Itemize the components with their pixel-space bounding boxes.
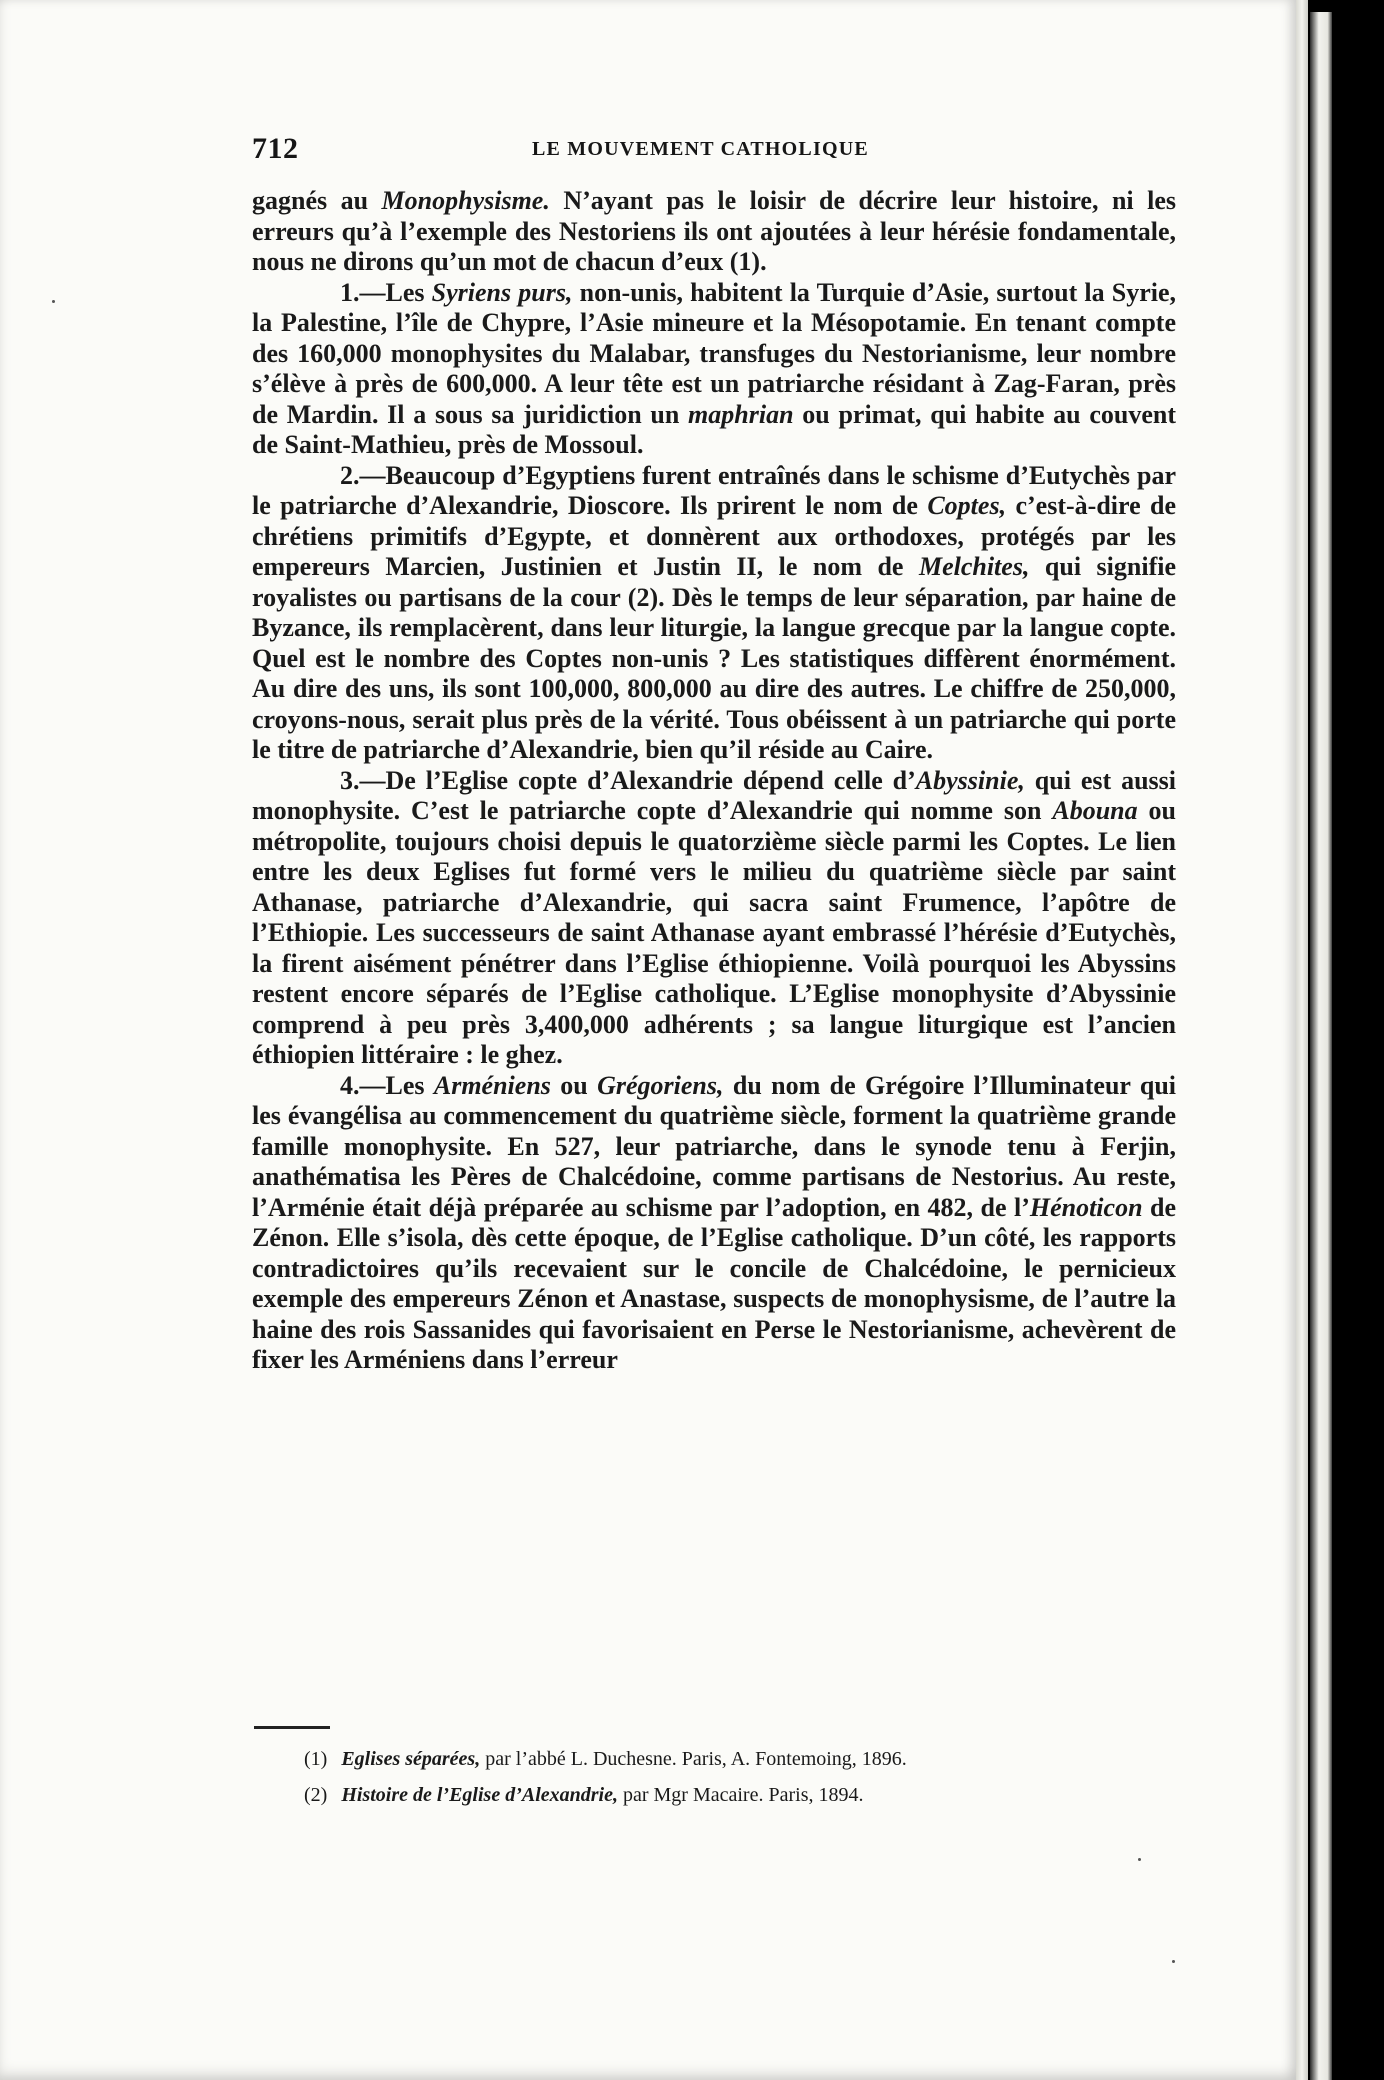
footnote-mark: (2) (304, 1784, 328, 1806)
italic-text: Hénoticon (1029, 1192, 1143, 1222)
footnote-rule (254, 1726, 330, 1729)
text-run: gagnés au (252, 186, 382, 215)
text-run: 1.—Les (340, 277, 432, 307)
paragraph (252, 461, 1176, 766)
italic-text: Arméniens (433, 1070, 551, 1100)
paragraph (252, 766, 1176, 1071)
page-header (252, 132, 1172, 172)
footnote-mark: (1) (304, 1748, 328, 1770)
text-run: 3.—De l’Eglise copte d’Alexandrie dépend celle d’ (340, 765, 916, 795)
footnote-title: Eglises séparées, (341, 1748, 481, 1770)
text-run: c’est-à-dire de chrétiens primitifs d’Egypte, et donnèrent aux orthodoxes, protégés par les empereurs Marcien, Justinien et Justin II, le nom de (252, 491, 1177, 581)
footnote-text: par l’abbé L. Duchesne. Paris, A. Fontemoing, 1896. (480, 1748, 907, 1770)
body-text (252, 186, 1176, 1376)
next-page-edge (1310, 12, 1332, 2080)
italic-text: Monophysisme. (381, 186, 550, 215)
text-run: non-unis, habitent la Turquie d’Asie, surtout la Syrie, la Palestine, l’île de Chypre, l’Asie mineure et la Mésopotamie. En tenant compte des 160,000 monophysites du Malabar, transfuges du Nestorianisme, leur nombre s’élève à près de 600,000. A leur tête est un patriarche résidant à Zag-Faran, près de Mardin. Il a sous sa juridiction un (252, 277, 1177, 429)
footnote (304, 1782, 1164, 1808)
text-run: de Zénon. Elle s’isola, dès cette époque, de l’Eglise catholique. D’un côté, les rapports contradictoires qu’ils recevaient sur le concile de Chalcédoine, le pernicieux exemple des empereurs Zénon et Anastase, suspects de monophysisme, de l’autre la haine des rois Sassanides qui favorisaient en Perse le Nestorianisme, achevèrent de fixer les Arméniens dans l’erreur (252, 1192, 1177, 1374)
footnote-title: Histoire de l’Eglise d’Alexandrie, (341, 1784, 618, 1806)
text-run: du nom de Grégoire l’Illuminateur qui les évangélisa au commencement du quatrième siècle, forment la quatrième grande famille monophysite. En 527, leur patriarche, dans le synode tenu à Ferjin, anathématisa les Pères de Chalcédoine, comme partisans de Nestorius. Au reste, l’Arménie était déjà préparée au schisme par l’adoption, en 482, de l’ (252, 1070, 1177, 1222)
text-run: N’ayant pas le loisir de décrire leur histoire, ni les erreurs qu’à l’exemple des Nestoriens ils ont ajoutées à leur hérésie fondamentale, nous ne dirons qu’un mot de chacun d’eux (1). (252, 186, 1176, 276)
paragraph (252, 1071, 1176, 1376)
text-run: ou (550, 1070, 598, 1100)
text-run: qui est aussi monophysite. C’est le patriarche copte d’Alexandrie qui nomme son (252, 765, 1176, 825)
italic-text: Syriens purs, (431, 277, 573, 307)
italic-text: Coptes, (927, 491, 1007, 520)
page-edge (1296, 0, 1308, 2080)
page-number: 712 (252, 132, 299, 165)
text-run: ou métropolite, toujours choisi depuis le quatorzième siècle parmi les Coptes. Le lien entre les deux Eglises fut formé vers le milieu du quatrième siècle par saint Athanase, patriarche d’Alexandrie, qui sacra saint Frumence, l’apôtre de l’Ethiopie. Les successeurs de saint Athanase ayant embrassé l’hérésie d’Eutychès, la firent aisément pénétrer dans l’Eglise éthiopienne. Voilà pourquoi les Abyssins restent encore séparés de l’Eglise catholique. L’Eglise monophysite d’Abyssinie comprend à peu près 3,400,000 adhérents ; sa langue liturgique est l’ancien éthiopien littéraire : le ghez. (252, 796, 1176, 1069)
footnote-text: par Mgr Macaire. Paris, 1894. (617, 1784, 864, 1806)
italic-text: Melchites, (918, 552, 1030, 581)
italic-text: Abyssinie, (915, 765, 1025, 795)
italic-text: Grégoriens, (597, 1070, 724, 1100)
text-run: 4.—Les (340, 1070, 434, 1100)
paper-speck (1138, 1858, 1141, 1861)
footnotes (304, 1746, 1164, 1818)
italic-text: maphrian (688, 399, 794, 429)
paragraph (252, 278, 1176, 461)
text-run: 2.—Beaucoup d’Egyptiens furent entraînés dans le schisme d’Eutychès par le patriarche d’Alexandrie, Dioscore. Ils prirent le nom de (252, 460, 1176, 520)
italic-text: Abouna (1052, 796, 1138, 825)
paper-speck (52, 300, 55, 303)
text-run: ou primat, qui habite au couvent de Saint-Mathieu, près de Mossoul. (252, 399, 1176, 459)
text-run: qui signifie royalistes ou partisans de la cour (2). Dès le temps de leur séparation, par haine de Byzance, ils remplacèrent, dans leur liturgie, la langue grecque par la langue copte. Quel est le nombre des Coptes non-unis ? Les statistiques diffèrent énormément. Au dire des uns, ils sont 100,000, 800,000 au dire des autres. Le chiffre de 250,000, croyons-nous, serait plus près de la vérité. Tous obéissent à un patriarche qui porte le titre de patriarche d’Alexandrie, bien qu’il réside au Caire. (252, 552, 1176, 764)
paragraph (252, 186, 1176, 278)
paper-speck (1172, 1960, 1175, 1963)
footnote (304, 1746, 1164, 1772)
running-title: LE MOUVEMENT CATHOLIQUE (532, 138, 869, 160)
